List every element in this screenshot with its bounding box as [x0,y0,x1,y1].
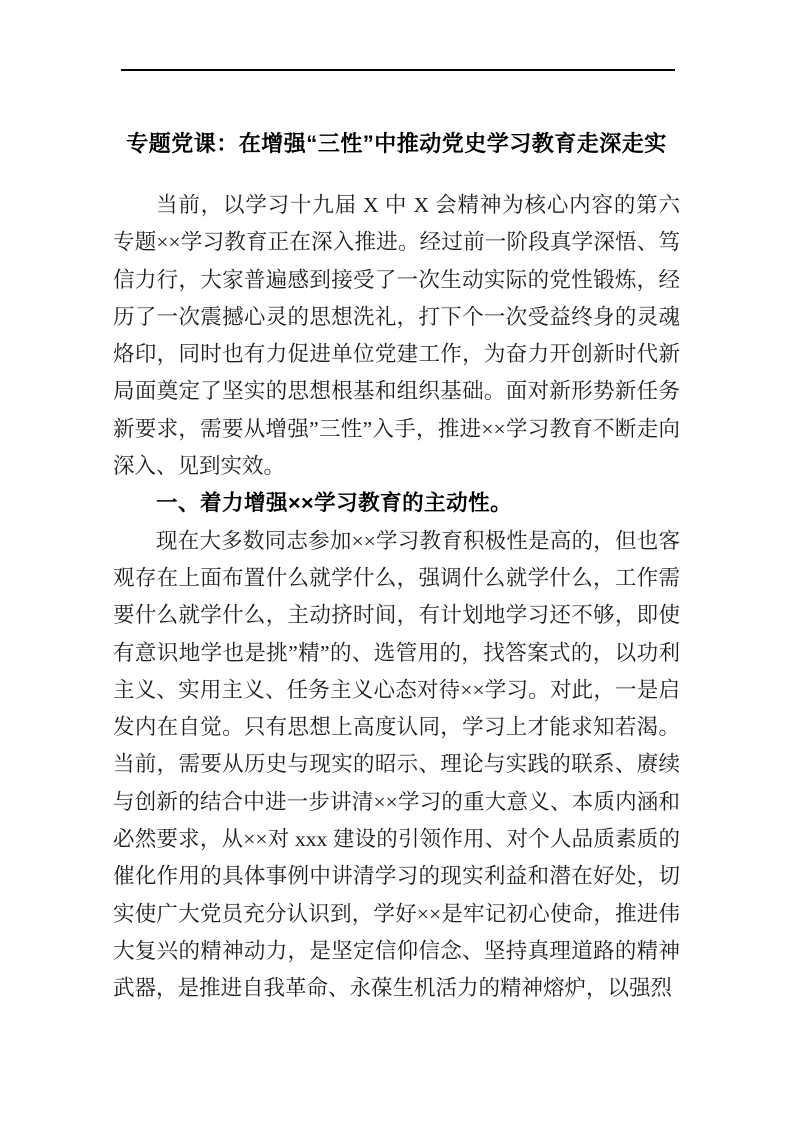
paragraph: 现在大多数同志参加××学习教育积极性是高的，但也客观存在上面布置什么就学什么，强调什么就学什么，工作需要什么就学什么，主动挤时间，有计划地学习还不够，即使有意识地学也是挑”精”的、选管用的，找答案式的，以功利主义、实用主义、任务主义心态对待××学习。对此，一是启发内在自觉。只有思想上高度认同，学习上才能求知若渴。当前，需要从历史与现实的昭示、理论与实践的联系、赓续与创新的结合中进一步讲清××学习的重大意义、本质内涵和必然要求，从××对 xxx 建设的引领作用、对个人品质素质的催化作用的具体事例中讲清学习的现实利益和潜在好处，切实使广大党员充分认识到，学好××是牢记初心使命，推进伟大复兴的精神动力，是坚定信仰信念、坚持真理道路的精神武器，是推进自我革命、永葆生机活力的精神熔炉，以强烈 [113,528,680,1001]
header-rule [121,69,675,71]
paragraph: 当前，以学习十九届 X 中 X 会精神为核心内容的第六专题××学习教育正在深入推进。经过前一阶段真学深悟、笃信力行，大家普遍感到接受了一次生动实际的党性锻炼，经历了一次震撼心灵的思想洗礼，打下个一次受益终身的灵魂烙印，同时也有力促进单位党建工作，为奋力开创新时代新局面奠定了坚实的思想根基和组织基础。面对新形势新任务新要求，需要从增强”三性”入手，推进××学习教育不断走向深入、见到实效。 [113,193,680,479]
section-heading: 一、着力增强××学习教育的主动性。 [156,491,513,516]
document-title: 专题党课：在增强“三性”中推动党史学习教育走深走实 [126,131,667,156]
document-body [113,125,680,1008]
